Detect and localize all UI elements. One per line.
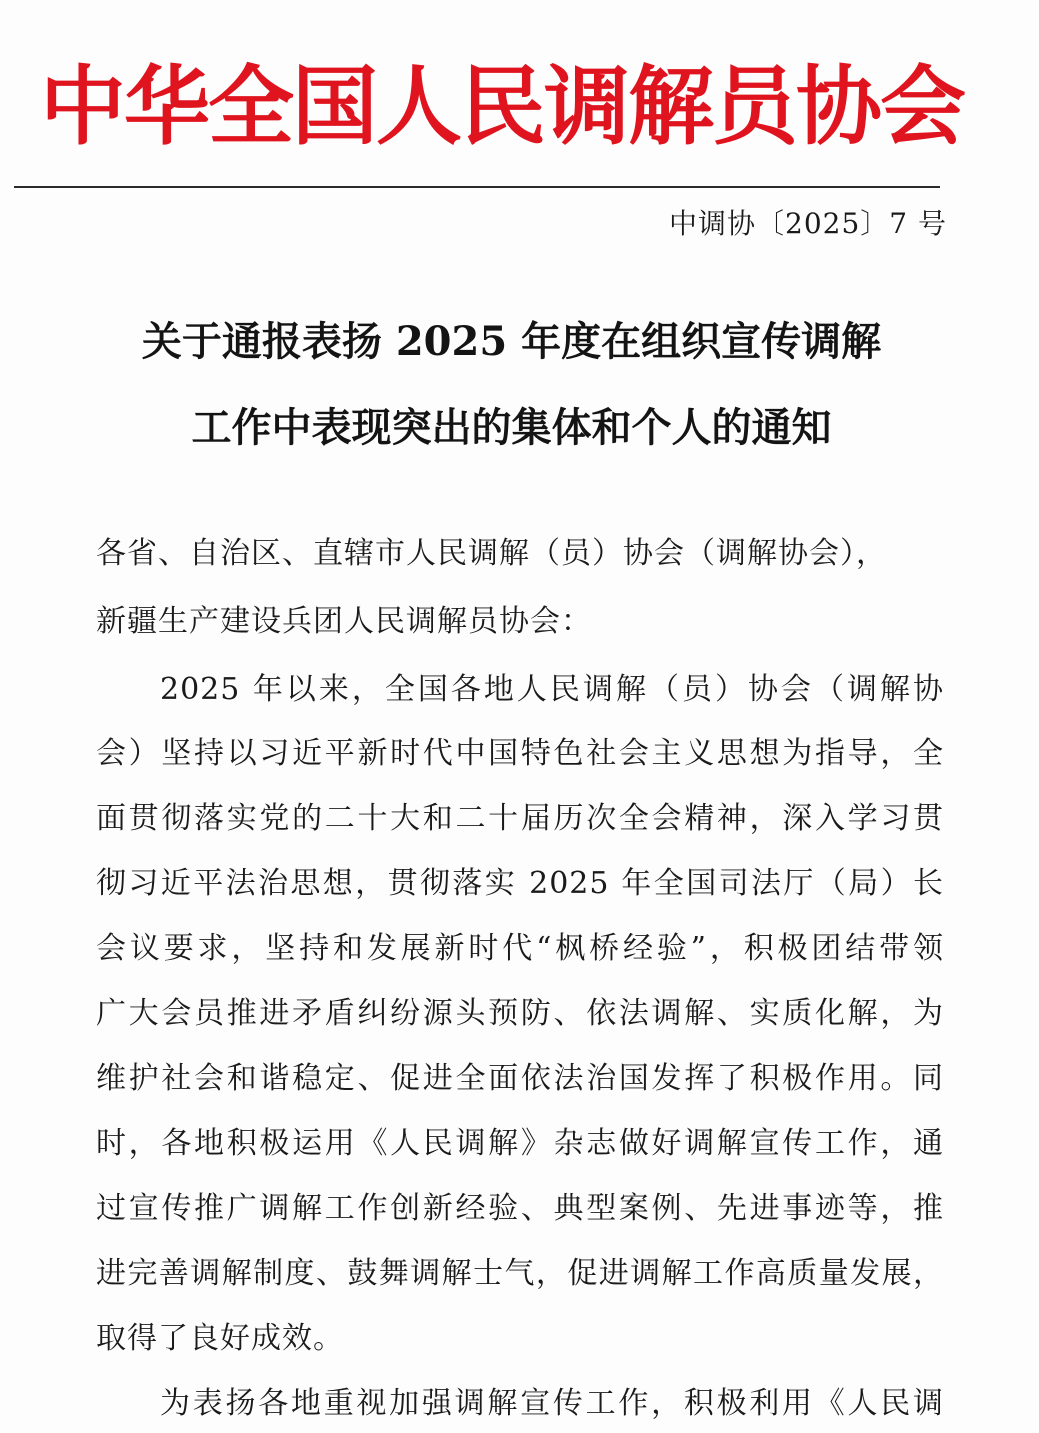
body-line: 会议要求，坚持和发展新时代“枫桥经验”，积极团结带领 — [96, 931, 944, 966]
body-line: 会）坚持以习近平新时代中国特色社会主义思想为指导，全 — [96, 736, 944, 771]
body-line: 时，各地积极运用《人民调解》杂志做好调解宣传工作，通 — [96, 1126, 944, 1161]
body-line: 进完善调解制度、鼓舞调解士气，促进调解工作高质量发展， — [96, 1256, 944, 1291]
body-line: 取得了良好成效。 — [96, 1321, 344, 1356]
body-line: 2025 年以来，全国各地人民调解（员）协会（调解协 — [160, 672, 944, 707]
organization-header: 中华全国人民调解员协会 — [40, 57, 964, 157]
addressee-line-2: 新疆生产建设兵团人民调解员协会： — [96, 604, 592, 639]
body-line: 为表扬各地重视加强调解宣传工作，积极利用《人民调 — [160, 1386, 944, 1421]
body-line: 过宣传推广调解工作创新经验、典型案例、先进事迹等，推 — [96, 1191, 944, 1226]
header-divider — [14, 186, 940, 188]
body-line: 广大会员推进矛盾纠纷源头预防、依法调解、实质化解，为 — [96, 996, 944, 1031]
body-line: 面贯彻落实党的二十大和二十届历次全会精神，深入学习贯 — [96, 801, 944, 836]
addressee-line-1: 各省、自治区、直辖市人民调解（员）协会（调解协会）， — [96, 536, 887, 571]
notice-title-line-1: 关于通报表扬 2025 年度在组织宣传调解 — [141, 318, 882, 365]
notice-title-line-2: 工作中表现突出的集体和个人的通知 — [191, 404, 832, 451]
document-number: 中调协〔2025〕7 号 — [669, 207, 947, 240]
body-line: 彻习近平法治思想，贯彻落实 2025 年全国司法厅（局）长 — [96, 866, 944, 901]
body-line: 维护社会和谐稳定、促进全面依法治国发挥了积极作用。同 — [96, 1061, 944, 1096]
